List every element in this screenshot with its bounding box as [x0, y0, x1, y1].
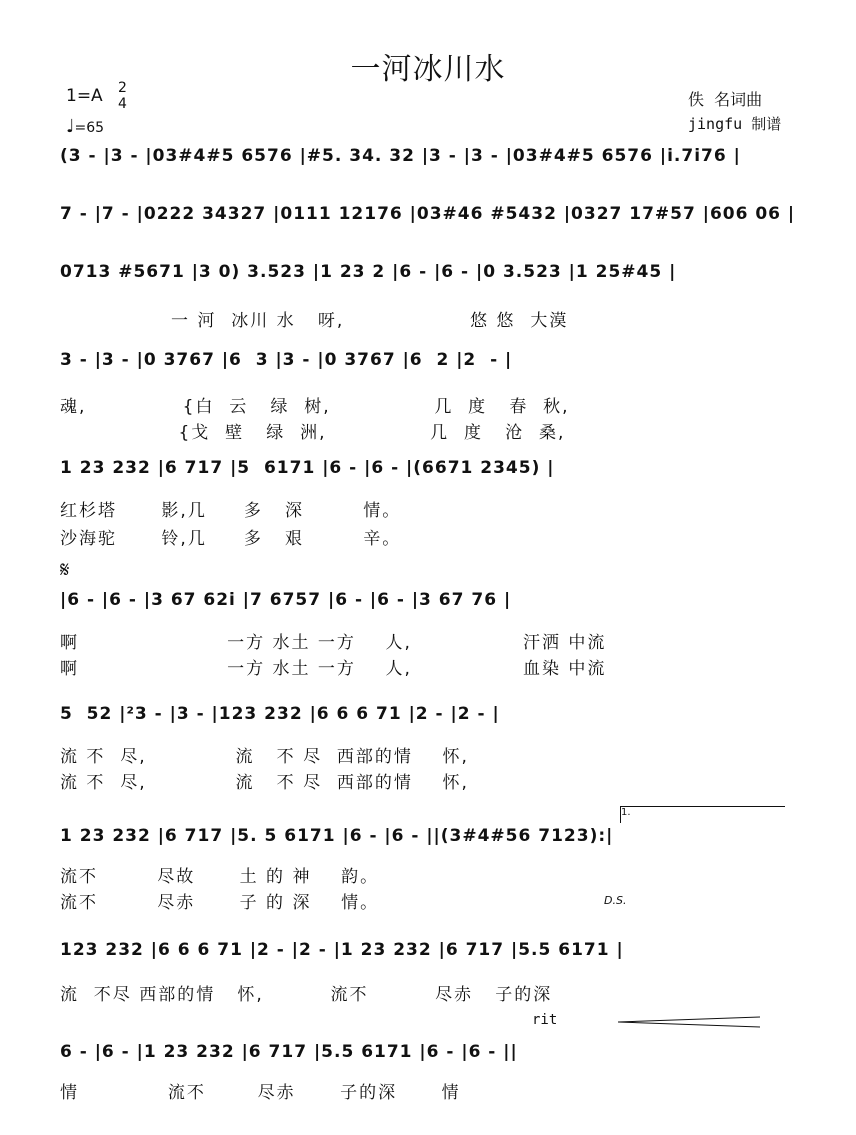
time-bottom: 4 [118, 96, 127, 112]
volta-label: 1. [621, 807, 631, 818]
lyric-line: 魂, {白 云 绿 树, 几 度 春 秋, [60, 397, 570, 417]
quarter-note-icon: ♩ [66, 116, 75, 137]
lyric-line: 流不 尽故 土 的 神 韵。 [60, 867, 380, 887]
lyric-line: 啊 一方 水土 一方 人, 血染 中流 [60, 659, 607, 679]
lyric-line: 流 不 尽, 流 不 尽 西部的情 怀, [60, 773, 469, 793]
notes-line: 1 23 232 |6 717 |5. 5 6171 |6 - |6 - ||(3#4#56 7123):| [60, 826, 614, 846]
transcriber-credit: jingfu 制谱 [688, 115, 782, 133]
tempo-value: =65 [74, 120, 105, 136]
time-top: 2 [118, 80, 127, 96]
ds-mark: D.S. [604, 894, 627, 907]
notes-line: (3 - |3 - |03#4#5 6576 |#5. 34. 32 |3 - |3 - |03#4#5 6576 |i.7i76 | [60, 146, 741, 166]
volta-bracket [620, 806, 785, 823]
lyric-line: 流 不 尽, 流 不 尽 西部的情 怀, [60, 747, 469, 767]
notes-line: 6 - |6 - |1 23 232 |6 717 |5.5 6171 |6 - |6 - || [60, 1042, 518, 1062]
lyric-line: 啊 一方 水土 一方 人, 汗洒 中流 [60, 633, 607, 653]
lyric-line: 红杉塔 影,几 多 深 情。 [60, 501, 402, 521]
lyric-line: 一 河 冰川 水 呀, 悠 悠 大漠 [60, 311, 569, 331]
segno-icon: 𝄋 [60, 558, 70, 583]
key-signature: 1=A [66, 86, 103, 106]
notes-line: 5 52 |²3 - |3 - |123 232 |6 6 6 71 |2 - |2 - | [60, 704, 500, 724]
notes-line: |6 - |6 - |3 67 62i |7 6757 |6 - |6 - |3 67 76 | [60, 590, 512, 610]
time-signature [118, 80, 127, 112]
composer-credit: 佚 名词曲 [688, 90, 763, 109]
rit-mark: rit [532, 1012, 558, 1028]
lyric-line: 流不 尽赤 子 的 深 情。 [60, 893, 380, 913]
tempo-mark [66, 116, 104, 137]
notes-line: 7 - |7 - |0222 34327 |0111 12176 |03#46 #5432 |0327 17#57 |606 06 | [60, 204, 796, 224]
credits [688, 88, 781, 136]
song-title: 一河冰川水 [350, 52, 506, 87]
notes-line: 3 - |3 - |0 3767 |6 3 |3 - |0 3767 |6 2 |2 - | [60, 350, 513, 370]
lyric-line: 情 流不 尽赤 子的深 情 [60, 1083, 461, 1103]
notes-line: 123 232 |6 6 6 71 |2 - |2 - |1 23 232 |6 717 |5.5 6171 | [60, 940, 624, 960]
lyric-line: 沙海驼 铃,几 多 艰 辛。 [60, 529, 402, 549]
notes-line: 0713 #5671 |3 0) 3.523 |1 23 2 |6 - |6 - |0 3.523 |1 25#45 | [60, 262, 677, 282]
lyric-line: {戈 壁 绿 洲, 几 度 沧 桑, [60, 423, 566, 443]
notes-line: 1 23 232 |6 717 |5 6171 |6 - |6 - |(6671 2345) | [60, 458, 555, 478]
lyric-line: 流 不尽 西部的情 怀, 流不 尽赤 子的深 [60, 985, 553, 1005]
decrescendo-icon [618, 1016, 760, 1028]
